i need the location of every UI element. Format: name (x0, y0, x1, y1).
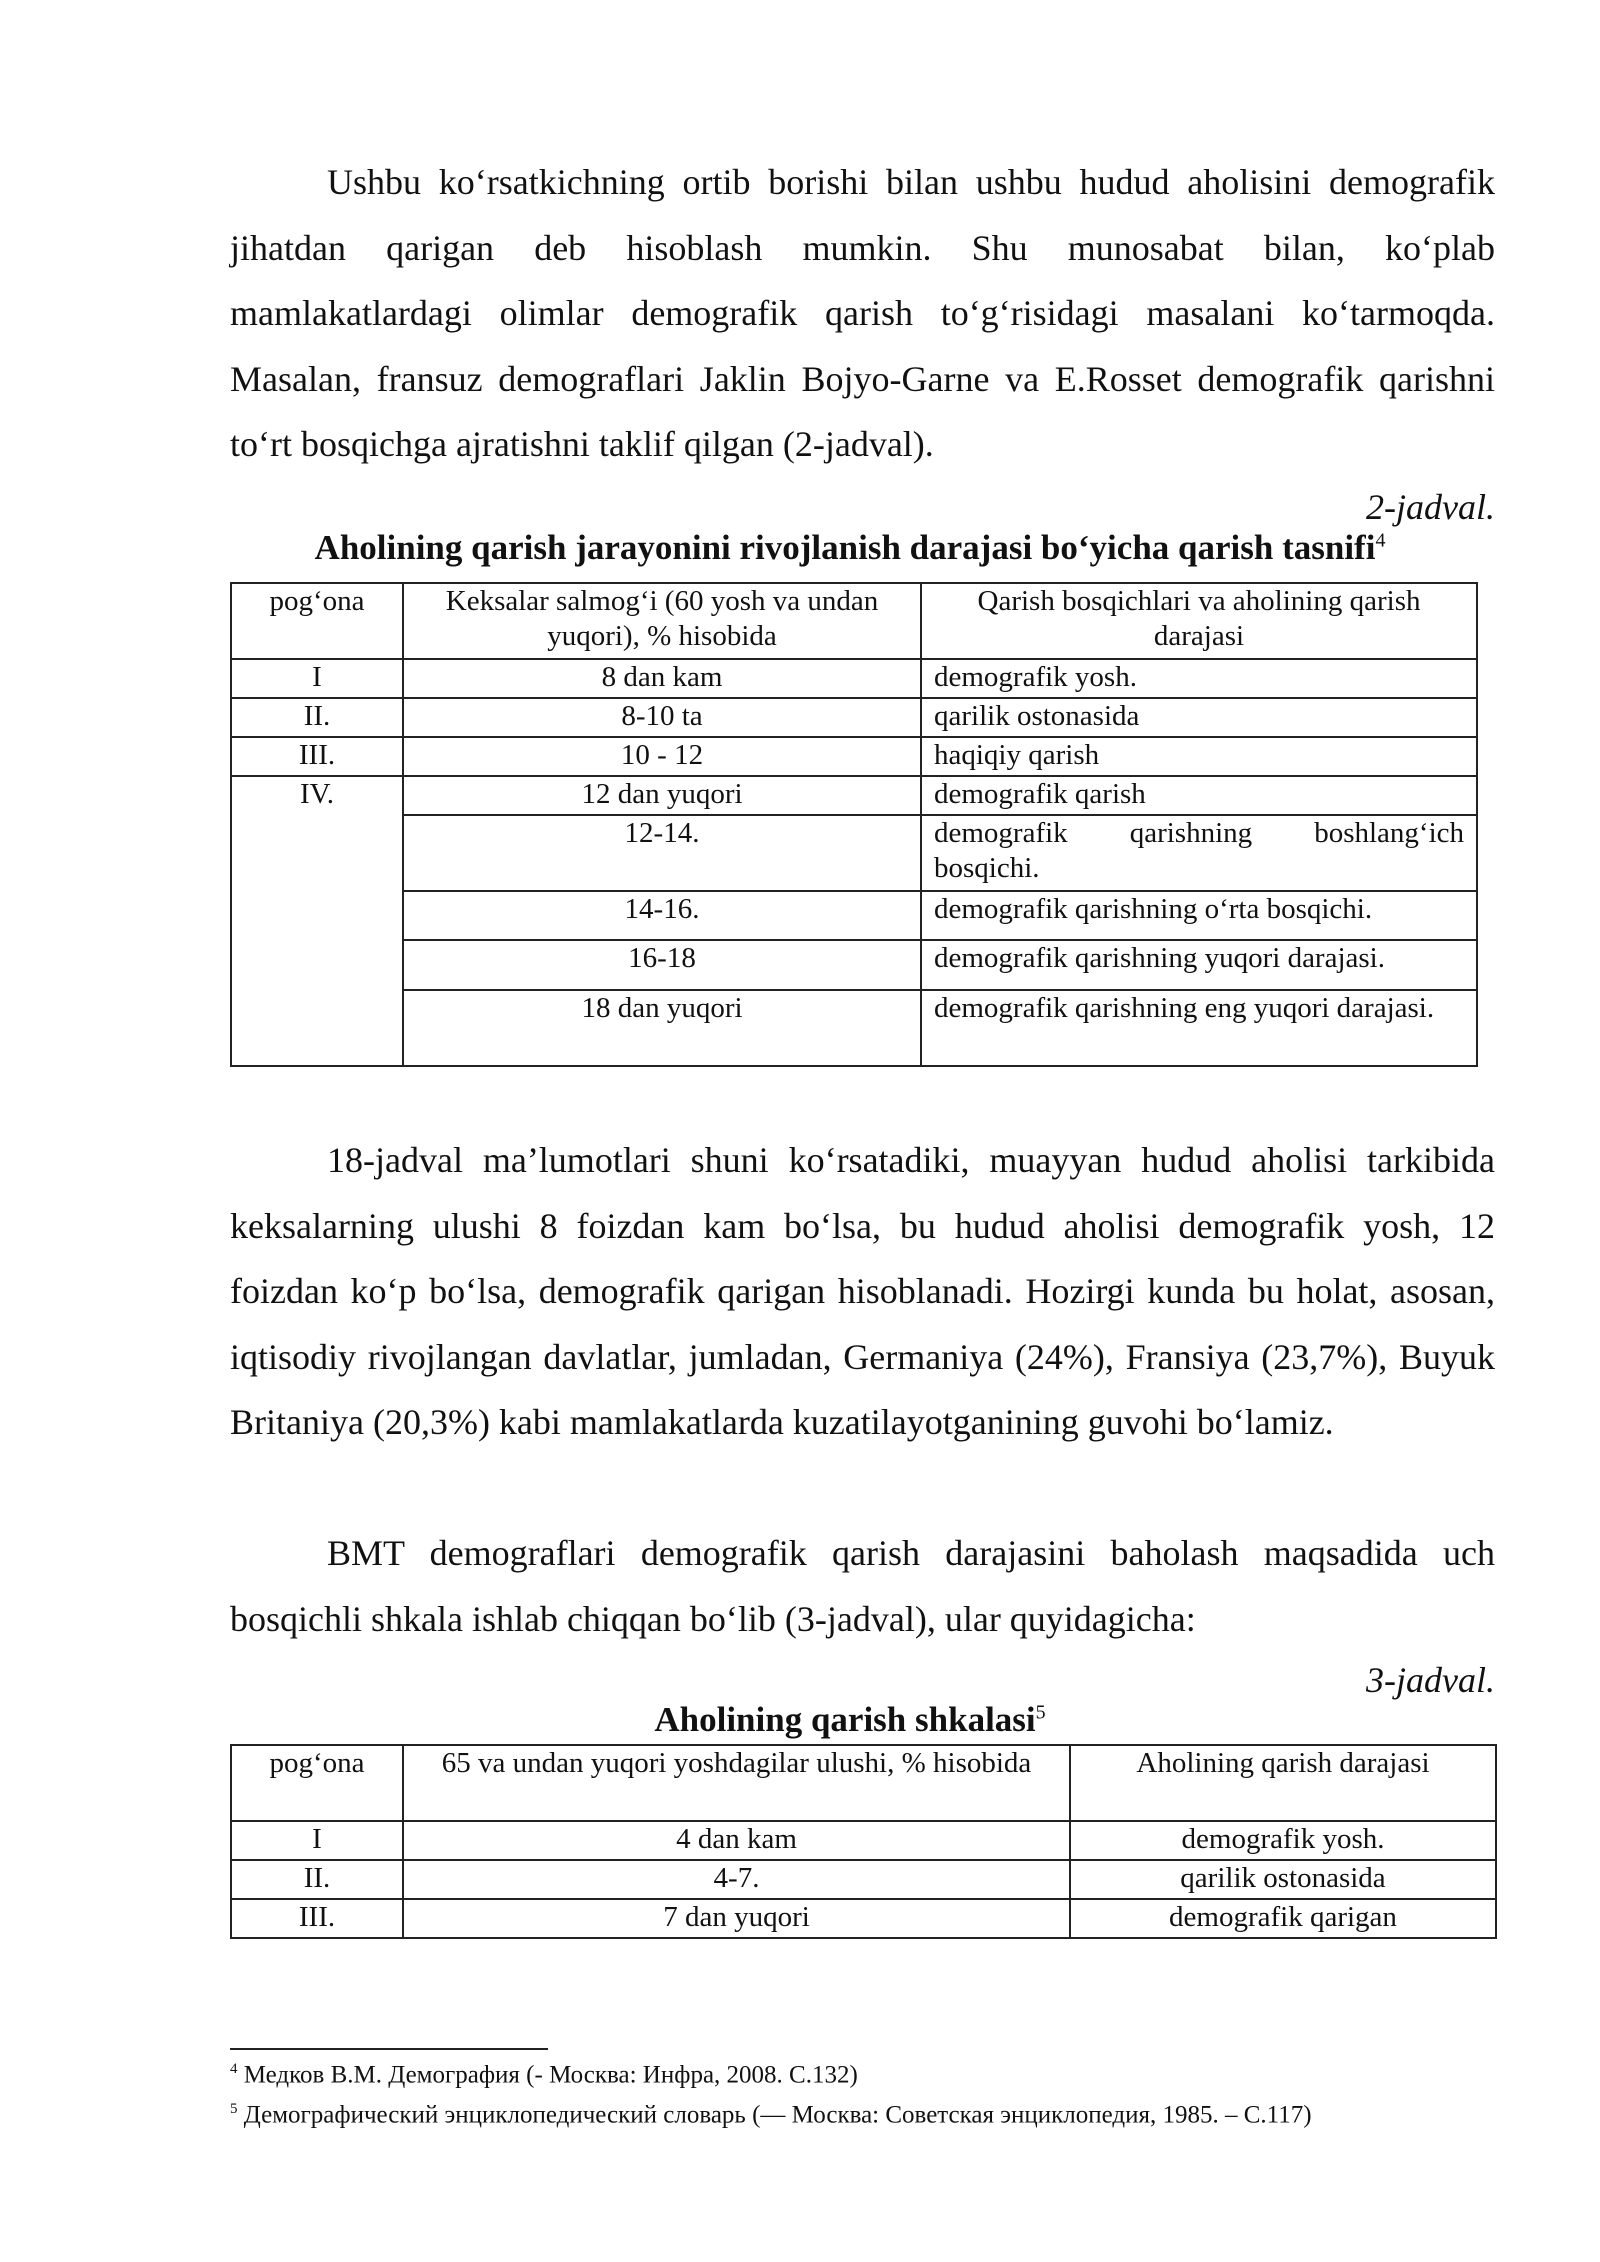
table-row (231, 737, 1477, 776)
table-row (231, 891, 1477, 940)
table-cell: 14-16. (403, 891, 921, 940)
table-cell: 16-18 (403, 940, 921, 990)
table-cell: 4 dan kam (403, 1821, 1070, 1860)
table3-header-cell: 65 va undan yuqori yoshdagilar ulushi, % hisobida (403, 1745, 1070, 1821)
footnote-5 (230, 2092, 1495, 2132)
table-cell: qarilik ostonasida (921, 698, 1477, 737)
table-row (231, 940, 1477, 990)
table-cell: 12-14. (403, 815, 921, 891)
table3-header-row (231, 1745, 1496, 1821)
table-cell: 8 dan kam (403, 659, 921, 698)
paragraph-un-scale: BMT demograflari demografik qarish darajasini baholash maqsadida uch bosqichli shkala ishlab chiqqan boʻlib (3-jadval), ular quyidagicha: (230, 1533, 1495, 1639)
table-cell: haqiqiy qarish (921, 737, 1477, 776)
table2-title (200, 528, 1500, 568)
table-cell: 12 dan yuqori (403, 776, 921, 815)
table-cell: 4-7. (403, 1860, 1070, 1899)
table-cell: demografik qarigan (1070, 1899, 1496, 1938)
table-cell: demografik qarishning oʻrta bosqichi. (921, 891, 1477, 940)
table-row (231, 815, 1477, 891)
table2-header-row (231, 583, 1477, 659)
table-cell: 18 dan yuqori (403, 990, 921, 1066)
table-cell: III. (231, 1899, 403, 1938)
paragraph-intro: Ushbu koʻrsatkichning ortib borishi bilan ushbu hudud aholisini demografik jihatdan qarigan deb hisoblash mumkin. Shu munosabat bilan, koʻplab mamlakatlardagi olimlar demografik qarish toʻgʻrisidagi masalani koʻtarmoqda. Masalan, fransuz demograflari Jaklin Bojyo-Garne va E.Rosset demografik qarishni toʻrt bosqichga ajratishni taklif qilgan (2-jadval). (230, 162, 1495, 464)
footnote-4 (230, 2052, 1495, 2092)
table-row (231, 1821, 1496, 1860)
table-cell: II. (231, 698, 403, 737)
footnote-mark: 4 (230, 2061, 238, 2077)
table-cell: qarilik ostonasida (1070, 1860, 1496, 1899)
table-row (231, 1860, 1496, 1899)
table3-caption: 3-jadval. (1366, 1660, 1495, 1700)
table3-footnote-ref: 5 (1035, 1701, 1046, 1724)
table-cell: demografik qarishning boshlangʻich bosqichi. (921, 815, 1477, 891)
table3-aging-scale (230, 1744, 1497, 1939)
table2-title-text: Aholining qarish jarayonini rivojlanish darajasi boʻyicha qarish tasnifi (314, 528, 1376, 567)
table-row (231, 990, 1477, 1066)
table2-caption: 2-jadval. (1366, 487, 1495, 527)
footnote-text: Демографический энциклопедический словарь (— Москва: Советская энциклопедия, 1985. – С.117) (243, 2101, 1312, 2129)
table-row (231, 698, 1477, 737)
table-cell: 8-10 ta (403, 698, 921, 737)
table-row (231, 659, 1477, 698)
table-cell: II. (231, 1860, 403, 1899)
footnotes (230, 2052, 1495, 2133)
table3-header-cell: Aholining qarish darajasi (1070, 1745, 1496, 1821)
table-cell: I (231, 659, 403, 698)
table-cell: I (231, 1821, 403, 1860)
table2-header-cell: Qarish bosqichlari va aholining qarish darajasi (921, 583, 1477, 659)
table3-title-text: Aholining qarish shkalasi (654, 1700, 1036, 1739)
table-cell: 7 dan yuqori (403, 1899, 1070, 1938)
table3-title (200, 1700, 1500, 1740)
table-cell: demografik qarish (921, 776, 1477, 815)
table-cell: demografik yosh. (1070, 1821, 1496, 1860)
table-cell: IV. (231, 776, 403, 1066)
table-cell: demografik yosh. (921, 659, 1477, 698)
table-cell: demografik qarishning yuqori darajasi. (921, 940, 1477, 990)
table2-header-cell: pogʻona (231, 583, 403, 659)
footnote-mark: 5 (230, 2101, 238, 2118)
table2-footnote-ref: 4 (1375, 529, 1386, 552)
table-cell: III. (231, 737, 403, 776)
paragraph-analysis: 18-jadval ma’lumotlari shuni koʻrsatadiki, muayyan hudud aholisi tarkibida keksalarning ulushi 8 foizdan kam boʻlsa, bu hudud aholisi demografik yosh, 12 foizdan koʻp boʻlsa, demografik qarigan hisoblanadi. Hozirgi kunda bu holat, asosan, iqtisodiy rivojlangan davlatlar, jumladan, Germaniya (24%), Fransiya (23,7%), Buyuk Britaniya (20,3%) kabi mamlakatlarda kuzatilayotganining guvohi boʻlamiz. (230, 1140, 1495, 1442)
table2-aging-classification (230, 582, 1478, 1067)
table-row (231, 776, 1477, 815)
footnote-text: Медков В.М. Демография (- Москва: Инфра, 2008. С.132) (243, 2061, 858, 2089)
footnote-divider (230, 2048, 548, 2050)
table3-header-cell: pogʻona (231, 1745, 403, 1821)
table-cell: demografik qarishning eng yuqori darajasi. (921, 990, 1477, 1066)
table2-header-cell: Keksalar salmogʻi (60 yosh va undan yuqori), % hisobida (403, 583, 921, 659)
table-cell: 10 - 12 (403, 737, 921, 776)
table-row (231, 1899, 1496, 1938)
